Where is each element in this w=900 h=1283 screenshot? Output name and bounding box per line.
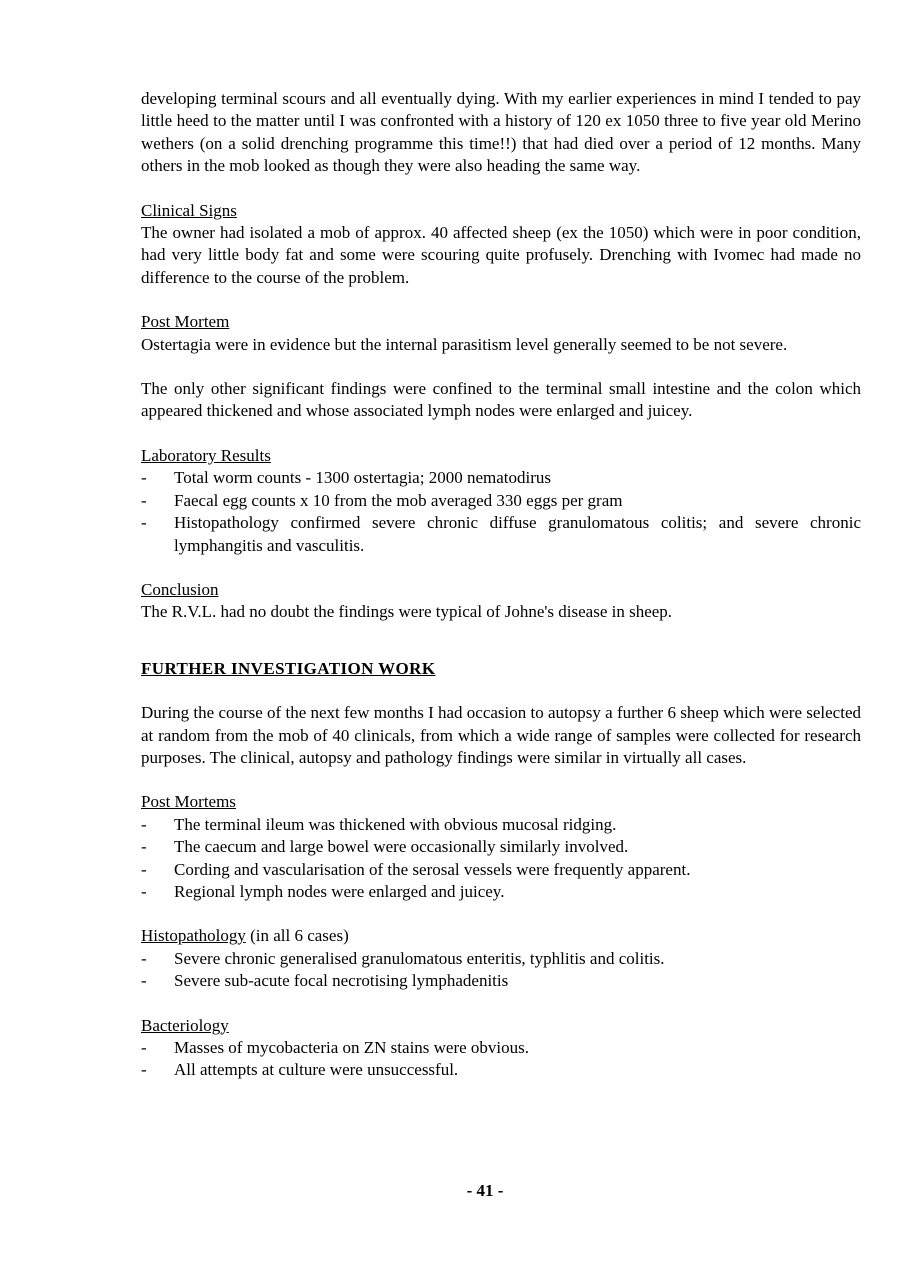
- list-item: [141, 948, 861, 970]
- further-investigation-heading: FURTHER INVESTIGATION WORK: [141, 658, 436, 678]
- list-item-text: The caecum and large bowel were occasionally similarly involved.: [174, 837, 629, 857]
- list-item-text: Cording and vascularisation of the serosal vessels were frequently apparent.: [174, 859, 691, 879]
- list-dash: -: [141, 948, 147, 968]
- list-item: [141, 881, 861, 903]
- list-item-text: Severe chronic generalised granulomatous enteritis, typhlitis and colitis.: [174, 948, 665, 968]
- list-dash: -: [141, 513, 147, 533]
- post-mortem-text-2: The only other significant findings were confined to the terminal small intestine and the colon which appeared thickened and whose associated lymph nodes were enlarged and juicey.: [141, 379, 861, 421]
- histopathology-heading-line: [141, 925, 861, 947]
- laboratory-results-section: [141, 445, 861, 557]
- laboratory-results-heading: Laboratory Results: [141, 445, 271, 465]
- clinical-signs-text: The owner had isolated a mob of approx. 40 affected sheep (ex the 1050) which were in poor condition, had very little body fat and some were scouring quite profusely. Drenching with Ivomec had made no difference to the course of the problem.: [141, 223, 861, 287]
- list-dash: -: [141, 1038, 147, 1057]
- list-item: [141, 970, 861, 992]
- histopathology-heading-suffix: (in all 6 cases): [245, 926, 349, 946]
- list-dash: -: [141, 490, 147, 510]
- clinical-signs-heading: Clinical Signs: [141, 200, 237, 220]
- list-item-text: All attempts at culture were unsuccessful.: [174, 1060, 459, 1080]
- list-item-text: Regional lymph nodes were enlarged and juicey.: [174, 881, 505, 901]
- post-mortem-text: Ostertagia were in evidence but the internal parasitism level generally seemed to be not severe.: [141, 334, 788, 354]
- list-dash: -: [141, 881, 147, 901]
- list-item-text: The terminal ileum was thickened with obvious mucosal ridging.: [174, 814, 617, 834]
- list-dash: -: [141, 859, 147, 879]
- post-mortems-section: [141, 791, 861, 903]
- list-item-text: Faecal egg counts x 10 from the mob averaged 330 eggs per gram: [174, 490, 623, 510]
- laboratory-results-list: [141, 467, 861, 557]
- bacteriology-list: [141, 1037, 861, 1082]
- post-mortem-section: [141, 311, 861, 423]
- post-mortem-heading: Post Mortem: [141, 312, 230, 332]
- post-mortems-list: [141, 814, 861, 904]
- list-item-text: Masses of mycobacteria on ZN stains were obvious.: [174, 1038, 530, 1057]
- list-dash: -: [141, 814, 147, 834]
- histopathology-list: [141, 948, 861, 993]
- list-dash: -: [141, 1060, 147, 1080]
- page-number: - 41 -: [466, 1181, 504, 1200]
- histopathology-section: [141, 925, 861, 992]
- list-item-text: Severe sub-acute focal necrotising lymphadenitis: [174, 971, 509, 991]
- list-item: [141, 490, 861, 512]
- list-dash: -: [141, 468, 147, 488]
- list-item: [141, 836, 861, 858]
- bacteriology-section: [141, 1015, 861, 1082]
- list-item: [141, 859, 861, 881]
- conclusion-heading: Conclusion: [141, 579, 219, 599]
- list-item: [141, 1037, 861, 1059]
- histopathology-heading: Histopathology: [141, 926, 246, 946]
- clinical-signs-section: [141, 200, 861, 290]
- list-item: [141, 512, 861, 557]
- list-item: [141, 467, 861, 489]
- conclusion-section: [141, 579, 861, 624]
- bacteriology-heading: Bacteriology: [141, 1015, 229, 1035]
- list-item: [141, 814, 861, 836]
- intro-paragraph: developing terminal scours and all eventually dying. With my earlier experiences in mind I tended to pay little heed to the matter until I was confronted with a history of 120 ex 1050 three to five year old Merino wethers (on a solid drenching programme this time!!) that had died over a period of 12 months. Many others in the mob looked as though they were also heading the same way.: [141, 89, 861, 176]
- list-item: [141, 1059, 861, 1081]
- list-item-text: Histopathology confirmed severe chronic diffuse granulomatous colitis; and severe chronic lymphangitis and vasculitis.: [174, 513, 861, 555]
- further-investigation-section: [141, 658, 861, 770]
- list-dash: -: [141, 971, 147, 991]
- document-body: [141, 88, 861, 1082]
- list-item-text: Total worm counts - 1300 ostertagia; 2000 nematodirus: [174, 468, 551, 488]
- further-investigation-text: During the course of the next few months I had occasion to autopsy a further 6 sheep which were selected at random from the mob of 40 clinicals, from which a wide range of samples were collected for research purposes. The clinical, autopsy and pathology findings were similar in virtually all cases.: [141, 703, 861, 767]
- post-mortems-heading: Post Mortems: [141, 792, 236, 812]
- conclusion-text: The R.V.L. had no doubt the findings were typical of Johne's disease in sheep.: [141, 602, 673, 622]
- list-dash: -: [141, 837, 147, 857]
